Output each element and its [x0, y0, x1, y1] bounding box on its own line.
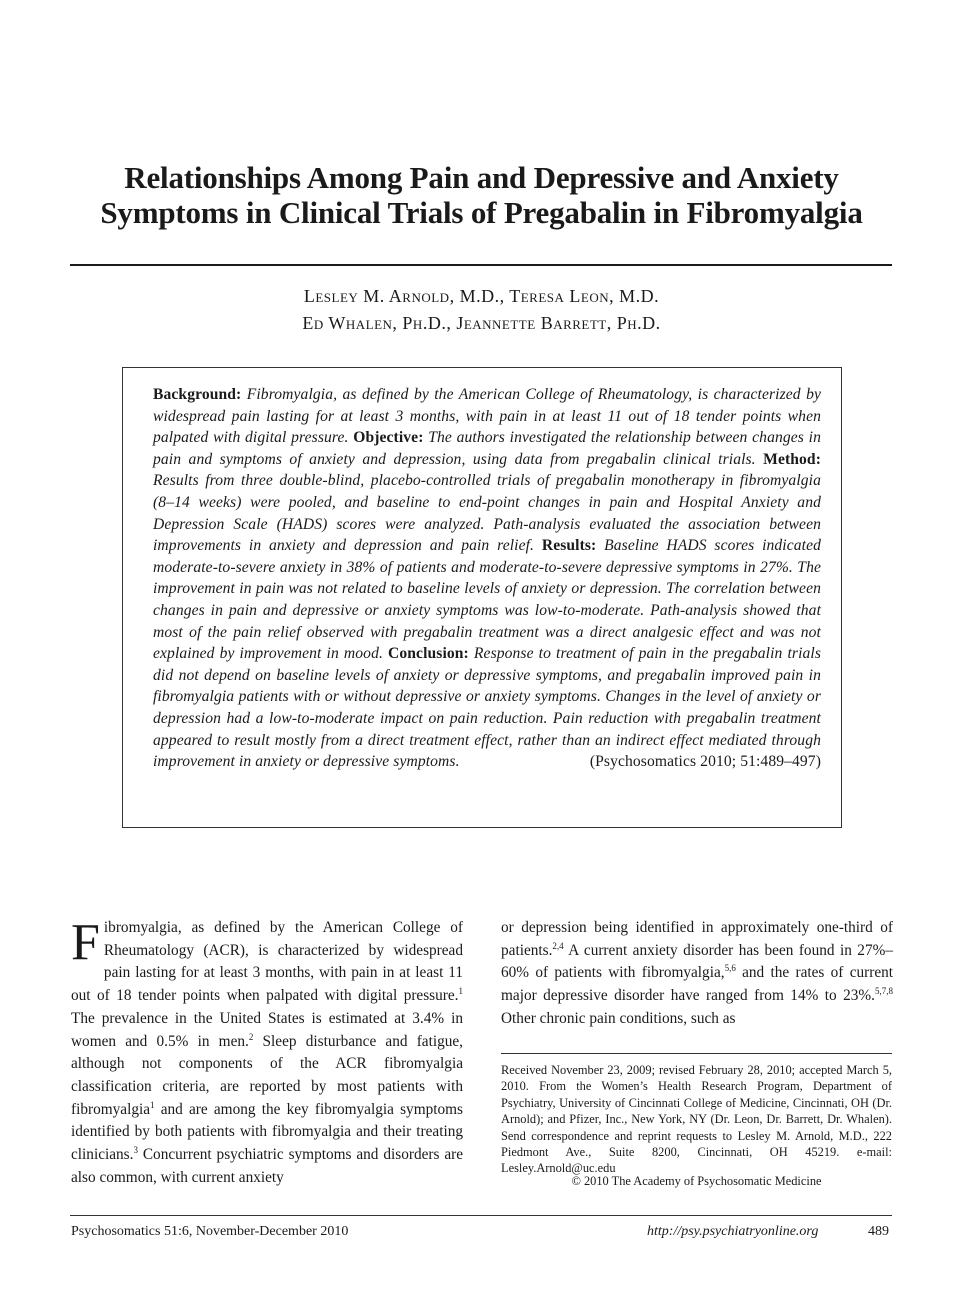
received-footnote: Received November 23, 2009; revised February 28, 2010; accepted March 5, 2010. From the Women’s Health Research Program, Department of Psychiatry, University of Cincinnati College of Medicine, Cincinnati, OH (Dr. Arnold); and Pfizer, Inc., New York, NY (Dr. Leon, Dr. Barrett, Dr. Whalen). Send correspondence and reprint requests to Lesley M. Arnold, M.D., 222 Piedmont Ave., Suite 8200, Cincinnati, OH 45219. e-mail: Lesley.Arnold@uc.edu: [501, 1063, 892, 1176]
reference-marker: 5,7,8: [875, 986, 893, 997]
footnote-divider: [501, 1053, 892, 1054]
reference-marker: 2,4: [552, 940, 564, 951]
reference-marker: 1: [150, 1099, 155, 1110]
body-right-seg2: A current anxiety disorder has been found in 27%–60% of patients with fibromyalgia,: [501, 941, 893, 982]
body-left-seg5: Concurrent psychiatric symptoms and disorders are also common, with current anxiety: [71, 1146, 463, 1186]
objective-text: The authors investigated the relationship between changes in pain and symptoms of anxiety and depression, using data from pregabalin clinical trials.: [153, 429, 821, 468]
journal-info: Psychosomatics 51:6, November-December 2010: [71, 1224, 349, 1239]
body-left-seg3: Sleep disturbance and fatigue, although not components of the ACR fibromyalgia classification criteria, are reported by most patients with fibromyalgia: [71, 1032, 464, 1118]
objective-label: Objective:: [353, 429, 424, 447]
body-right-seg4: Other chronic pain conditions, such as: [501, 1009, 736, 1027]
reference-marker: 3: [133, 1144, 138, 1155]
body-left-seg2: The prevalence in the United States is estimated at 3.4% in women and 0.5% in men.: [71, 1009, 463, 1050]
journal-url-link[interactable]: http://psy.psychiatryonline.org: [647, 1224, 819, 1239]
conclusion-label: Conclusion:: [388, 645, 469, 663]
abstract-box: [122, 367, 842, 828]
article-title: [70, 160, 893, 230]
conclusion-text: Response to treatment of pain in the pregabalin trials did not depend on baseline levels of anxiety or depressive symptoms, and pregabalin improved pain in fibromyalgia patients with or without depressive or anxiety symptoms. Changes in the level of anxiety or depression had a low-to-moderate impact on pain reduction. Pain reduction with pregabalin treatment appeared to result mostly from a direct treatment effect, rather than an indirect effect mediated through improvement in anxiety or depressive symptoms.: [153, 645, 821, 771]
body-column-left: [71, 914, 464, 1189]
reference-marker: 5,6: [724, 963, 736, 974]
abstract-text: [153, 384, 821, 773]
reference-marker: 1: [458, 986, 463, 997]
results-label: Results:: [541, 537, 597, 555]
title-divider: [70, 264, 892, 266]
body-right-seg1: or depression being identified in approximately one-third of patients.: [501, 919, 893, 959]
background-label: Background:: [153, 386, 242, 403]
method-text: Results from three double-blind, placebo-controlled trials of pregabalin monotherapy in fibromyalgia (8–14 weeks) were pooled, and baseline to end-point changes in pain and Hospital Anxiety and Depression Scale (HADS) scores were analyzed. Path-analysis evaluated the association between improvements in anxiety and depression and pain relief.: [153, 472, 821, 555]
authors-line-1: Lesley M. Arnold, M.D., Teresa Leon, M.D.: [303, 286, 660, 306]
title-line-1: Relationships Among Pain and Depressive and Anxiety: [124, 160, 839, 195]
page-number: 489: [868, 1224, 889, 1239]
body-column-right: [501, 917, 893, 1031]
copyright-notice: © 2010 The Academy of Psychosomatic Medicine: [571, 1174, 822, 1188]
author-list: [70, 283, 893, 337]
body-right-seg3: and the rates of current major depressive disorder have ranged from 14% to 23%.: [501, 964, 894, 1005]
authors-line-2: Ed Whalen, Ph.D., Jeannette Barrett, Ph.D.: [302, 313, 661, 333]
method-label: Method:: [763, 450, 821, 468]
background-text: Fibromyalgia, as defined by the American College of Rheumatology, is characterized by widespread pain lasting for at least 3 months, with pain in at least 11 out of 18 tender points when palpated with digital pressure.: [153, 386, 821, 447]
abstract-citation: (Psychosomatics 2010; 51:489–497): [589, 753, 821, 771]
body-left-seg1: ibromyalgia, as defined by the American College of Rheumatology (ACR), is characterized by widespread pain lasting for at least 3 months, with pain in at least 11 out of 18 tender points when palpated with digital pressure.: [71, 919, 463, 1005]
drop-cap: F: [71, 914, 100, 971]
body-left-seg4: and are among the key fibromyalgia symptoms identified by both patients with fibromyalgia and their treating clinicians.: [71, 1100, 463, 1164]
reference-marker: 2: [248, 1031, 254, 1042]
footer-divider: [70, 1215, 892, 1216]
title-line-2: Symptoms in Clinical Trials of Pregabalin in Fibromyalgia: [100, 195, 863, 230]
results-text: Baseline HADS scores indicated moderate-to-severe anxiety in 38% of patients and moderate-to-severe depressive symptoms in 27%. The improvement in pain was not related to baseline levels of anxiety or depression. The correlation between changes in pain and depressive or anxiety symptoms was low-to-moderate. Path-analysis showed that most of the pain relief observed with pregabalin treatment was a direct analgesic effect and was not explained by improvement in mood.: [153, 537, 822, 663]
